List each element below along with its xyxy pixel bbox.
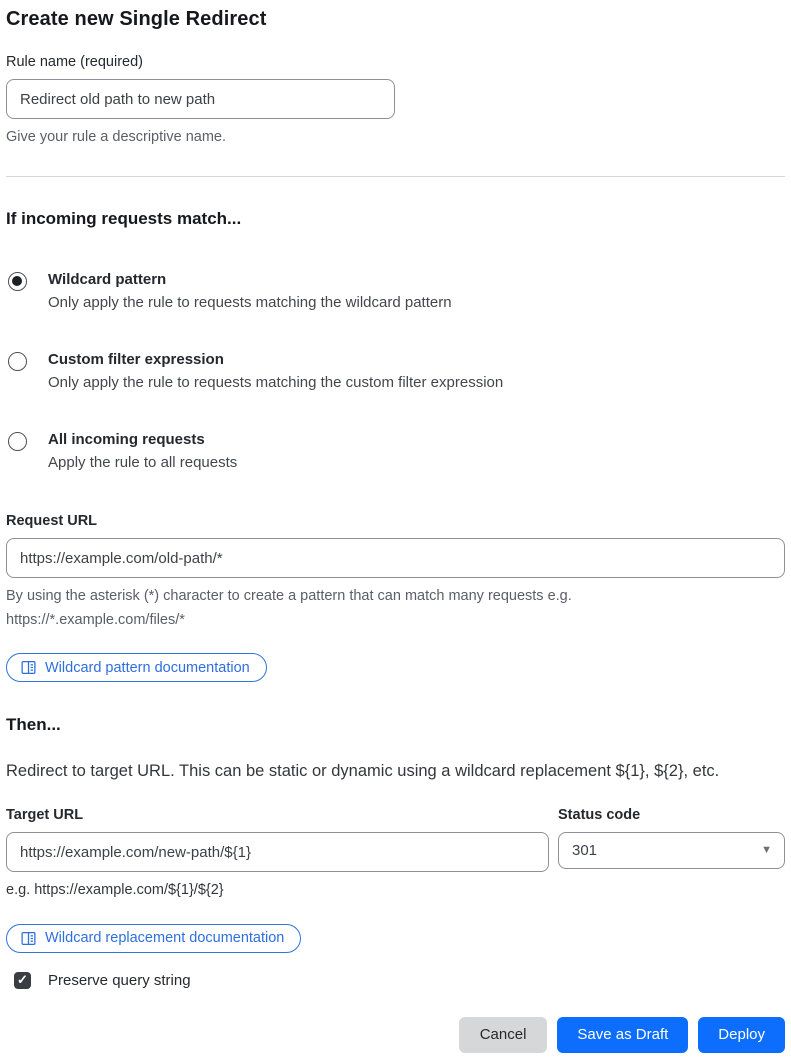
status-code-select[interactable] <box>558 832 785 869</box>
preserve-query-row[interactable] <box>6 972 785 989</box>
section-divider <box>6 176 785 177</box>
save-as-draft-button[interactable]: Save as Draft <box>557 1017 688 1053</box>
wildcard-pattern-description: Only apply the rule to requests matching the wildcard pattern <box>48 294 452 312</box>
cancel-button[interactable]: Cancel <box>459 1017 548 1053</box>
rule-name-label: Rule name (required) <box>6 54 144 70</box>
preserve-query-checkbox[interactable] <box>14 972 31 989</box>
then-description: Redirect to target URL. This can be static or dynamic using a wildcard replacement ${1}, ${2}, etc. <box>6 762 720 781</box>
wildcard-pattern-radio[interactable] <box>8 272 27 291</box>
radio-option-wildcard-pattern[interactable] <box>6 271 785 311</box>
match-type-radio-group <box>6 271 785 471</box>
custom-filter-label[interactable]: Custom filter expression <box>48 351 224 369</box>
match-section-heading: If incoming requests match... <box>6 209 242 229</box>
custom-filter-radio[interactable] <box>8 352 27 371</box>
wildcard-pattern-label[interactable]: Wildcard pattern <box>48 271 167 289</box>
target-url-help: e.g. https://example.com/${1}/${2} <box>6 882 224 899</box>
request-url-label: Request URL <box>6 513 98 530</box>
request-url-help: By using the asterisk (*) character to create a pattern that can match many requests e.g. https://*.example.com/files/* <box>6 588 572 628</box>
book-icon <box>20 930 37 947</box>
radio-option-custom-filter[interactable] <box>6 351 785 391</box>
preserve-query-label[interactable]: Preserve query string <box>48 971 191 989</box>
custom-filter-description: Only apply the rule to requests matching the custom filter expression <box>48 374 504 392</box>
status-code-label: Status code <box>558 807 641 824</box>
footer-actions <box>6 1017 785 1053</box>
target-status-row <box>6 781 785 902</box>
all-requests-label[interactable]: All incoming requests <box>48 431 205 449</box>
all-requests-radio[interactable] <box>8 432 27 451</box>
target-url-label: Target URL <box>6 807 84 824</box>
deploy-button[interactable]: Deploy <box>698 1017 785 1053</box>
rule-name-input[interactable] <box>6 79 395 119</box>
book-icon <box>20 659 37 676</box>
wildcard-pattern-doc-button[interactable] <box>6 653 267 682</box>
wildcard-replacement-doc-label: Wildcard replacement documentation <box>45 930 285 947</box>
chevron-down-icon: ▼ <box>761 844 772 857</box>
then-section-heading: Then... <box>6 715 61 735</box>
target-url-input[interactable] <box>6 832 549 872</box>
all-requests-description: Apply the rule to all requests <box>48 454 238 472</box>
radio-option-all-requests[interactable] <box>6 431 785 471</box>
status-code-value: 301 <box>572 842 598 860</box>
page-title: Create new Single Redirect <box>6 8 267 30</box>
rule-name-help: Give your rule a descriptive name. <box>6 129 227 145</box>
wildcard-replacement-doc-button[interactable] <box>6 924 301 953</box>
wildcard-pattern-doc-label: Wildcard pattern documentation <box>45 659 250 676</box>
request-url-input[interactable] <box>6 538 785 578</box>
